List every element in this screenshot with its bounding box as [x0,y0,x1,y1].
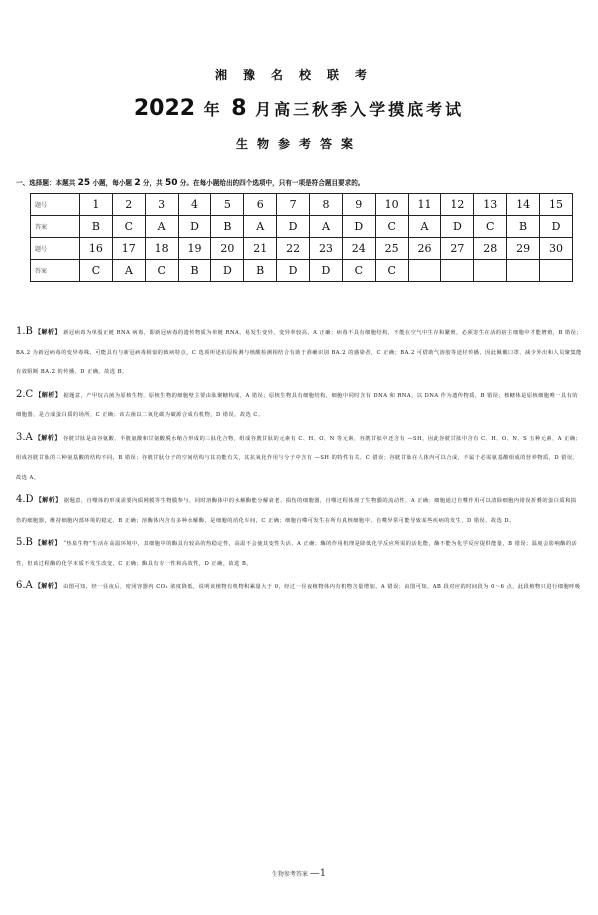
explanation-text: 谷胱甘肽是由谷氨酸、半胱氨酸和甘氨酸脱水缩合形成的三肽化合物，组成谷胱甘肽的元素有 C、H、O、N 等元素，谷胱甘肽中还含有 —SH，因此谷胱甘肽中含有 C、H、O、N、S 五种元素，A 正确；组成谷胱甘肽的三种氨基酸的结构不同，B 错误；谷胱甘肽分子的空间结构与其功能有关，其抗氧化作用与分子中含有 —SH 的特性有关，C 错误；谷胱甘肽在人体内可以合成，不属于必需氨基酸组成的营养物质，D 错误。故选 A。 [16,435,582,481]
section-mid2: 分，共 [142,179,163,187]
table-cell: 13 [474,194,507,216]
table-cell: 14 [507,194,540,216]
analysis-tag: 【解析】 [34,583,61,590]
table-cell: 21 [244,238,277,260]
explanation-item [16,490,582,531]
table-cell: D [540,216,573,238]
table-cell: B [507,216,540,238]
question-count: 25 [77,178,91,188]
explanation-item [16,385,582,426]
table-cell [441,260,474,282]
table-cell [408,260,441,282]
table-cell: 19 [178,238,211,260]
table-cell: 1 [80,194,113,216]
table-cell: 5 [211,194,244,216]
table-cell: A [408,216,441,238]
points-each: 2 [134,178,141,188]
footer-label: 生物参考答案 [271,871,308,878]
exam-month: 8 [231,96,247,121]
table-cell: 16 [80,238,113,260]
table-cell: D [178,216,211,238]
section-heading [16,177,586,188]
row-label-number: 题号 [31,194,80,216]
explanation-item [16,322,582,383]
table-cell: 27 [441,238,474,260]
table-cell: A [310,216,343,238]
table-cell: 7 [277,194,310,216]
table-cell: 3 [145,194,178,216]
table-cell: 24 [342,238,375,260]
table-cell: C [80,260,113,282]
table-cell: 25 [375,238,408,260]
table-cell: 29 [507,238,540,260]
subject-title: 生物参考答案 [235,137,362,151]
explanation-text: “热泉生物”生活在高温环境中，其细胞中的酶具有较高的热稳定性，高温不会使其变性失活，A 正确；酶的作用机理是降低化学反应所需的活化能，酶不能为化学反应提供能量，B 错误；温度会影响酶的活性，但该过程酶的化学本质不发生改变，C 正确；酶具有专一性和高效性，D 正确。故选 B。 [16,541,578,567]
exam-title [0,96,598,121]
table-cell: B [244,260,277,282]
table-cell: 28 [474,238,507,260]
table-cell: A [112,260,145,282]
table-cell: D [211,260,244,282]
question-number: 4.D [16,494,34,505]
points-total: 50 [164,178,178,188]
table-cell: A [244,216,277,238]
question-number: 1.B [16,326,33,337]
explanation-item [16,533,582,574]
page-number: —1 [309,868,327,879]
table-cell: 2 [112,194,145,216]
table-cell: 9 [342,194,375,216]
section-mid1: 小题，每小题 [92,179,133,187]
table-row-numbers-2 [31,238,573,260]
table-cell: 30 [540,238,573,260]
row-label-number: 题号 [31,238,80,260]
school-name: 湘豫名校联考 [214,68,383,82]
table-row-numbers-1 [31,194,573,216]
question-number: 5.B [16,537,33,548]
explanation-text: 据题意，产甲烷古菌为原核生物，原核生物的细胞壁主要由肽聚糖构成，A 错误；原核生物具有细胞结构，细胞中同时含有 DNA 和 RNA，以 DNA 作为遗传物质，B 错误；核糖体是原核细胞唯一具有的细胞器，是合成蛋白质的场所，C 正确；该古菌以二氧化碳为碳源合成有机物，D 错误。故选 C。 [16,392,579,418]
table-cell: 22 [277,238,310,260]
table-row-answers-2 [31,260,573,282]
question-number: 6.A [16,580,33,591]
table-cell: 18 [145,238,178,260]
analysis-tag: 【解析】 [35,540,62,547]
explanation-text: 据题意，自噬体的形成需要内质网膜等生物膜参与，同时溶酶体中的水解酶能分解衰老、损伤的细胞器，自噬过程体现了生物膜的流动性，A 正确；细胞通过自噬作用可以清除细胞内错误折叠的蛋白质和损伤的细胞器，维持细胞内部环境的稳定，B 正确；溶酶体内含有多种水解酶，是细胞的消化车间，C 正确；细胞自噬可发生在所有真核细胞中，自噬异常可能导致某些疾病的发生，D 错误。故选 D。 [16,498,577,524]
explanation-item [16,576,582,598]
table-cell: D [277,260,310,282]
explanation-text: 由图可知，经一昼夜后，密闭容器内 CO₂ 浓度降低，说明该植物有机物积累量大于 0，经过一昼夜植物体内有机物含量增加，A 错误；由图可知，AB 段对应的时间段为 0～6 点，此段植物只进行细胞呼吸 [63,584,581,590]
table-cell: D [277,216,310,238]
table-cell: 17 [112,238,145,260]
table-cell: 10 [375,194,408,216]
table-cell: 20 [211,238,244,260]
analysis-tag: 【解析】 [34,434,61,442]
table-cell: 15 [540,194,573,216]
explanations [16,322,582,600]
table-cell: A [145,216,178,238]
table-cell: C [342,260,375,282]
table-cell [540,260,573,282]
table-cell: D [342,216,375,238]
table-cell [474,260,507,282]
table-cell: D [310,260,343,282]
row-label-answer: 答案 [31,260,80,282]
analysis-tag: 【解析】 [35,497,62,504]
answer-table [30,193,573,282]
table-cell: B [178,260,211,282]
table-cell: C [145,260,178,282]
table-cell: C [375,260,408,282]
exam-year: 2022 [133,96,196,121]
table-cell: D [441,216,474,238]
table-row-answers-1 [31,216,573,238]
table-cell: C [112,216,145,238]
table-cell: B [80,216,113,238]
row-label-answer: 答案 [31,216,80,238]
page-footer [0,868,598,879]
explanation-text: 新冠病毒为单股正链 RNA 病毒，即新冠病毒的遗传物质为单链 RNA，易发生变异，变异率较高，A 正确；病毒不具有细胞结构，不能在空气中生存和繁殖，必须寄生在活的宿主细胞中才能增殖，B 错误；BA.2 为新冠病毒的变异毒株，可能具有与新冠病毒相似的致病特点，C 选项所述抗原检测与核酸检测相结合有助于准确识别 BA.2 的感染者，C 正确；BA.2 可借助气溶胶等途径传播，因此佩戴口罩、减少外出和人员聚集能有效阻断 BA.2 的传播，D 正确。故选 B。 [16,330,582,375]
question-number: 3.A [16,431,33,443]
table-cell: C [474,216,507,238]
explanation-item [16,428,582,489]
table-cell: 4 [178,194,211,216]
table-cell: 26 [408,238,441,260]
exam-year-char: 年 [203,100,223,119]
table-cell: B [211,216,244,238]
table-cell: 8 [310,194,343,216]
table-cell: 23 [310,238,343,260]
analysis-tag: 【解析】 [35,329,62,336]
exam-title-rest: 月高三秋季入学摸底考试 [255,100,465,119]
table-cell: 11 [408,194,441,216]
question-number: 2.C [16,388,34,400]
analysis-tag: 【解析】 [35,391,62,399]
table-cell: 6 [244,194,277,216]
table-cell: 12 [441,194,474,216]
section-suffix: 分。在每小题给出的四个选项中，只有一项是符合题目要求的。 [179,179,365,187]
table-cell: C [375,216,408,238]
table-cell [507,260,540,282]
section-prefix: 一、选择题：本题共 [16,179,76,187]
